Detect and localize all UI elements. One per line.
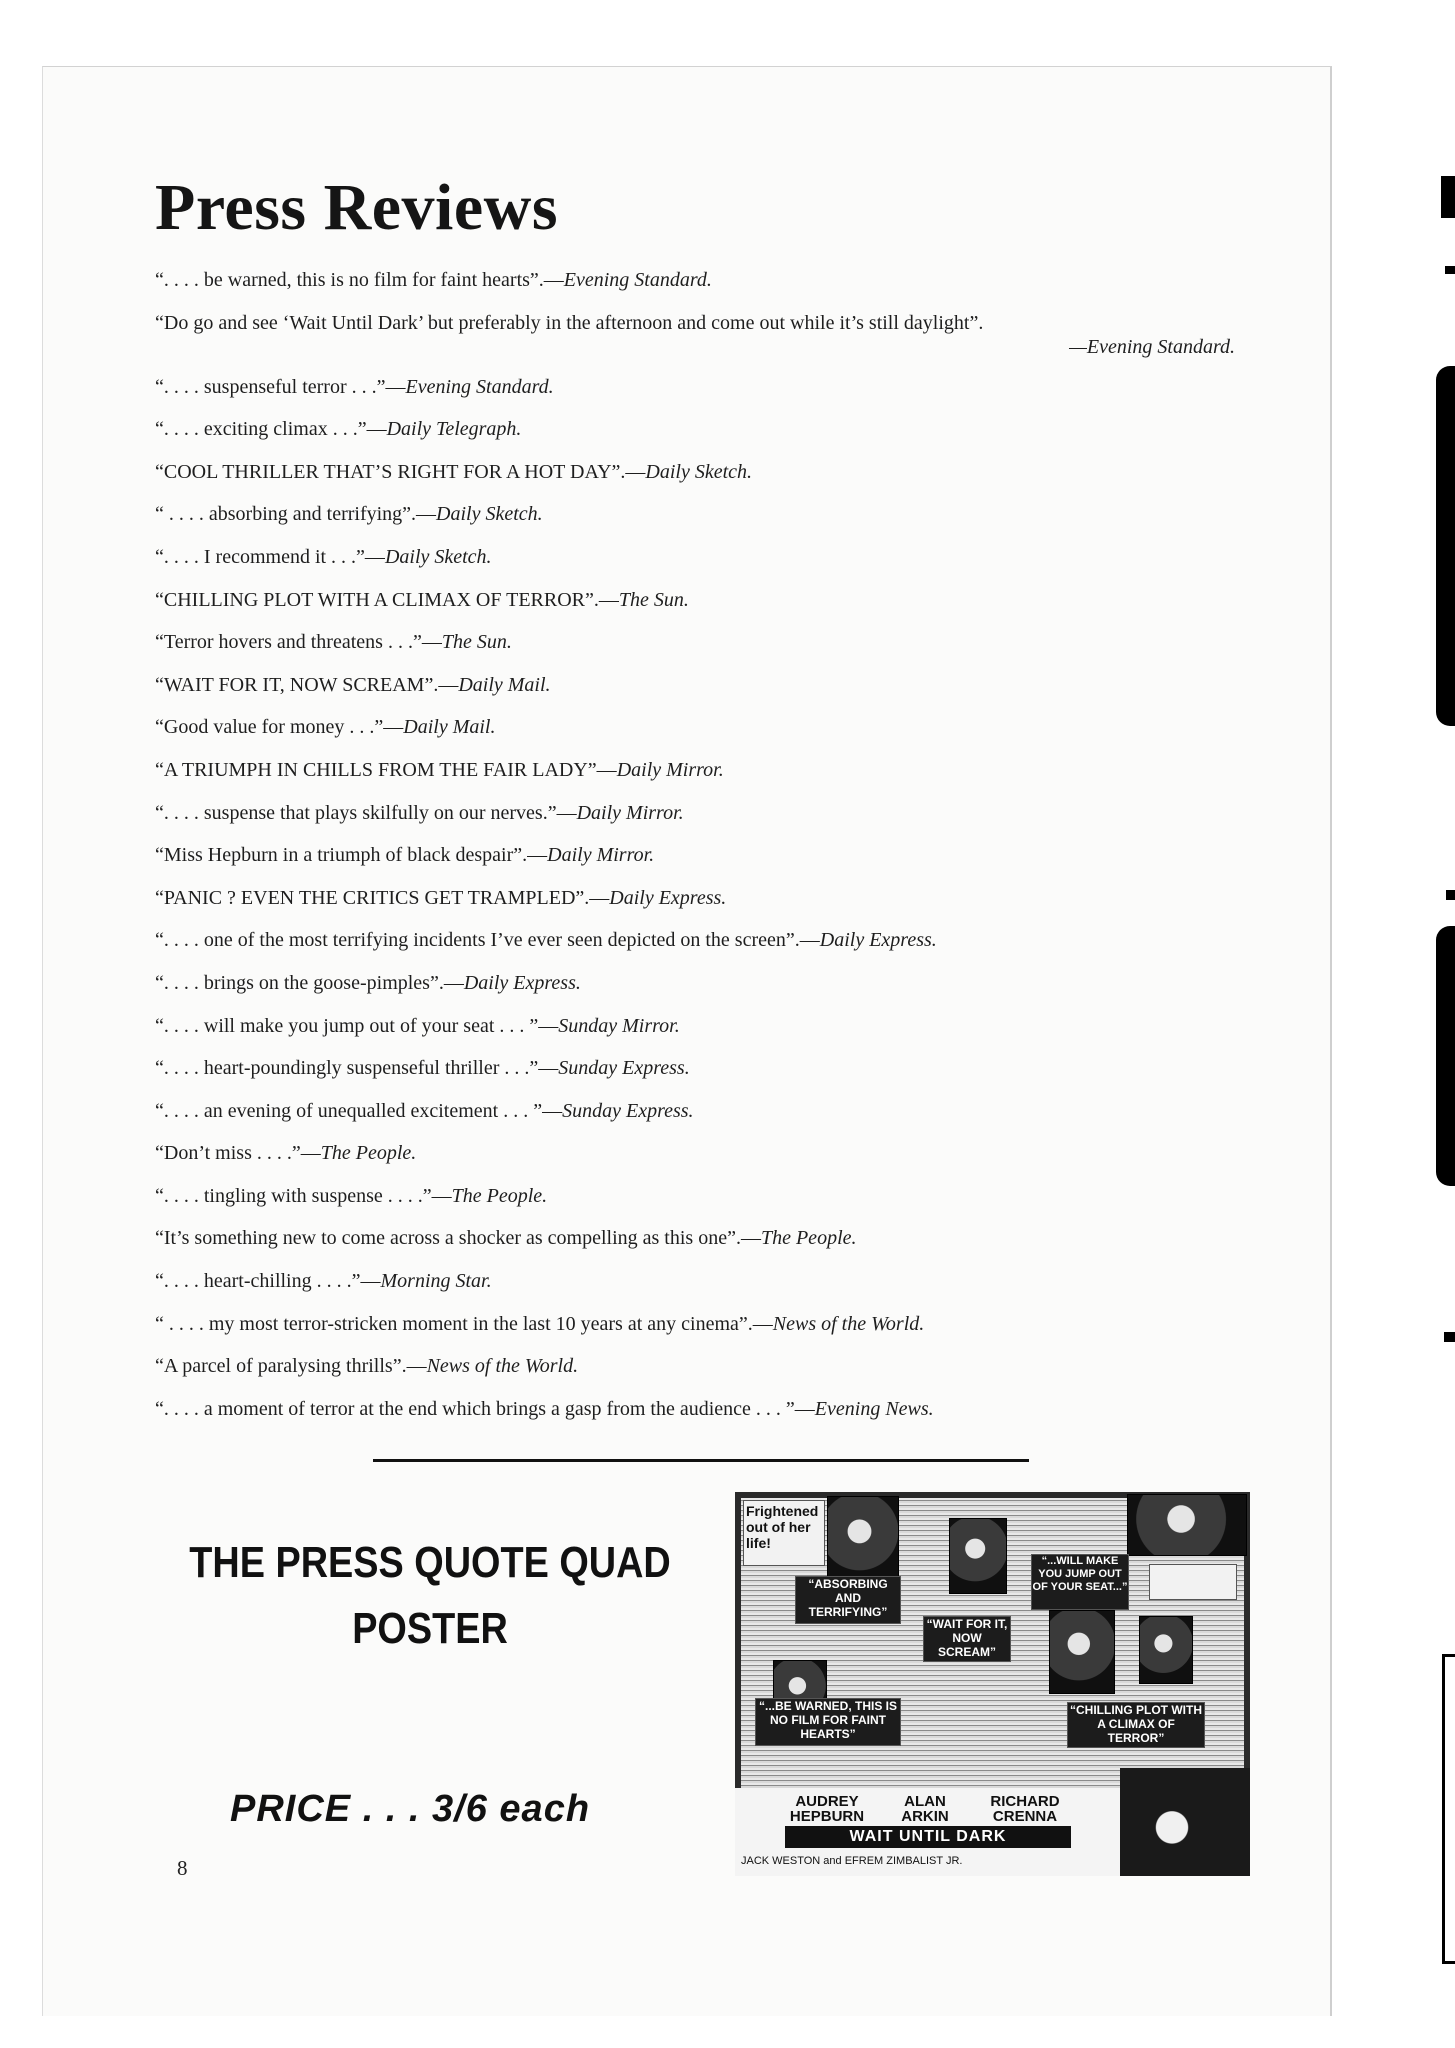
review-source: Daily Express. <box>609 886 727 909</box>
review-quote: “COOL THRILLER THAT’S RIGHT FOR A HOT DAY”.— <box>155 460 646 483</box>
review-source: Evening Standard. <box>563 269 712 291</box>
review-source: Daily Telegraph. <box>386 418 522 441</box>
review-source: Evening Standard. <box>405 375 554 398</box>
poster-clipping: “...WILL MAKE YOU JUMP OUT OF YOUR SEAT...” <box>1031 1554 1129 1610</box>
poster-heading-line-2: POSTER <box>352 1604 508 1653</box>
review-source: Sunday Mirror. <box>558 1014 680 1037</box>
review-quote: “. . . . will make you jump out of your seat . . . ”— <box>155 1014 559 1037</box>
review-quote: “. . . . an evening of unequalled excitement . . . ”— <box>155 1099 563 1122</box>
poster-clipping <box>1149 1564 1237 1600</box>
review-quote: “. . . . suspense that plays skilfully on our nerves.”— <box>155 801 577 824</box>
review-quote: “. . . . heart-chilling . . . .”— <box>155 1270 381 1293</box>
review-quote: “Do go and see ‘Wait Until Dark’ but preferably in the afternoon and come out while it’s still daylight”. <box>155 311 984 334</box>
review-quote: “. . . . be warned, this is no film for faint hearts”.— <box>155 269 564 291</box>
page-number: 8 <box>177 1856 188 1880</box>
review-item <box>155 311 1235 375</box>
poster-photo <box>1120 1768 1250 1876</box>
review-quote: “. . . . a moment of terror at the end which brings a gasp from the audience . . . ”— <box>155 1397 815 1420</box>
review-item <box>155 886 1235 929</box>
poster-photo <box>1139 1616 1193 1684</box>
review-quote: “PANIC ? EVEN THE CRITICS GET TRAMPLED”.— <box>155 886 610 909</box>
film-title-banner: WAIT UNTIL DARK <box>785 1826 1071 1848</box>
review-quote: “ . . . . absorbing and terrifying”.— <box>155 503 437 526</box>
review-source: Evening News. <box>814 1397 934 1420</box>
review-item <box>155 417 1235 460</box>
review-quote: “. . . . brings on the goose-pimples”.— <box>155 971 464 994</box>
review-item <box>155 928 1235 971</box>
review-source: News of the World. <box>426 1355 579 1378</box>
review-quote: “CHILLING PLOT WITH A CLIMAX OF TERROR”.— <box>155 588 619 611</box>
review-item <box>155 545 1235 588</box>
review-source: Daily Mirror. <box>576 801 684 824</box>
cast-name: RICHARD CRENNA <box>990 1793 1060 1825</box>
poster-photo <box>949 1518 1007 1594</box>
poster-photo <box>827 1496 899 1584</box>
review-quote: “. . . . I recommend it . . .”— <box>155 545 385 568</box>
review-item <box>155 1269 1235 1312</box>
price-label: PRICE . . . 3/6 each <box>230 1788 591 1830</box>
review-item <box>155 801 1235 844</box>
review-quote: “A TRIUMPH IN CHILLS FROM THE FAIR LADY”— <box>155 758 617 781</box>
review-item <box>155 971 1235 1014</box>
review-quote: “It’s something new to come across a shocker as compelling as this one”.— <box>155 1227 761 1250</box>
review-item <box>155 268 1235 311</box>
review-source: Daily Sketch. <box>384 545 492 568</box>
review-source: The Sun. <box>441 631 512 654</box>
review-item <box>155 843 1235 886</box>
review-quote: “. . . . exciting climax . . .”— <box>155 418 387 441</box>
adjacent-page-edge <box>1336 66 1455 2016</box>
review-source: The People. <box>760 1227 857 1250</box>
review-item <box>155 715 1235 758</box>
review-source: Daily Mirror. <box>616 758 724 781</box>
review-source: Morning Star. <box>380 1270 492 1293</box>
review-quote: “Miss Hepburn in a triumph of black despair”.— <box>155 844 548 867</box>
review-quote: “WAIT FOR IT, NOW SCREAM”.— <box>155 673 459 696</box>
poster-clipping: “...BE WARNED, THIS IS NO FILM FOR FAINT HEARTS” <box>755 1698 901 1746</box>
review-item <box>155 1397 1235 1440</box>
poster-heading-line-1: THE PRESS QUOTE QUAD <box>189 1538 671 1587</box>
quad-poster-image <box>735 1492 1250 1876</box>
poster-clipping: “ABSORBING AND TERRIFYING” <box>795 1576 901 1624</box>
review-item <box>155 1354 1235 1397</box>
review-source: The Sun. <box>618 588 689 611</box>
review-source: Daily Mail. <box>458 673 551 696</box>
review-item <box>155 460 1235 503</box>
review-quote: “Don’t miss . . . .”— <box>155 1142 321 1165</box>
billing-block: JACK WESTON and EFREM ZIMBALIST JR. <box>741 1855 963 1867</box>
review-source: The People. <box>320 1142 417 1165</box>
review-quote: “. . . . tingling with suspense . . . .”— <box>155 1184 452 1207</box>
review-source: Daily Mirror. <box>547 844 655 867</box>
review-item <box>155 1184 1235 1227</box>
review-source: Sunday Express. <box>562 1099 694 1122</box>
poster-clipping: “CHILLING PLOT WITH A CLIMAX OF TERROR” <box>1067 1702 1205 1748</box>
review-item <box>155 758 1235 801</box>
review-source: News of the World. <box>772 1312 925 1335</box>
review-item <box>155 588 1235 631</box>
review-source: The People. <box>451 1184 548 1207</box>
review-source: Daily Sketch. <box>436 503 543 526</box>
review-source: Daily Express. <box>819 929 937 952</box>
review-source: Sunday Express. <box>558 1057 690 1080</box>
review-quote: “ . . . . my most terror-stricken moment in the last 10 years at any cinema”.— <box>155 1312 773 1335</box>
review-quote: “. . . . one of the most terrifying incidents I’ve ever seen depicted on the screen”.— <box>155 929 820 952</box>
review-source: Daily Express. <box>463 971 581 994</box>
review-list <box>155 268 1235 1439</box>
review-item <box>155 1141 1235 1184</box>
review-source: —Evening Standard. <box>1069 335 1235 358</box>
poster-credits <box>735 1788 1250 1876</box>
review-item <box>155 1099 1235 1142</box>
review-item <box>155 673 1235 716</box>
review-source: Daily Sketch. <box>645 460 753 483</box>
poster-clipping: “WAIT FOR IT, NOW SCREAM” <box>923 1616 1011 1662</box>
poster-clipping: Frightened out of her life! <box>743 1500 825 1566</box>
review-quote: “Good value for money . . .”— <box>155 716 404 739</box>
poster-photo <box>1049 1610 1115 1694</box>
poster-photo <box>1127 1494 1247 1556</box>
review-quote: “. . . . heart-poundingly suspenseful thriller . . .”— <box>155 1057 559 1080</box>
cast-name: AUDREY HEPBURN <box>789 1793 865 1825</box>
review-quote: “. . . . suspenseful terror . . .”— <box>155 375 406 398</box>
review-item <box>155 502 1235 545</box>
review-item <box>155 630 1235 673</box>
page-title: Press Reviews <box>155 171 559 244</box>
review-item <box>155 1056 1235 1099</box>
cast-name: ALAN ARKIN <box>901 1793 949 1825</box>
review-item <box>155 1312 1235 1355</box>
poster-heading <box>189 1530 671 1662</box>
review-source: Daily Mail. <box>403 716 496 739</box>
review-item <box>155 375 1235 418</box>
review-quote: “Terror hovers and threatens . . .”— <box>155 631 442 654</box>
review-item <box>155 1226 1235 1269</box>
section-divider <box>373 1459 1029 1462</box>
review-item <box>155 1014 1235 1057</box>
review-quote: “A parcel of paralysing thrills”.— <box>155 1355 427 1378</box>
